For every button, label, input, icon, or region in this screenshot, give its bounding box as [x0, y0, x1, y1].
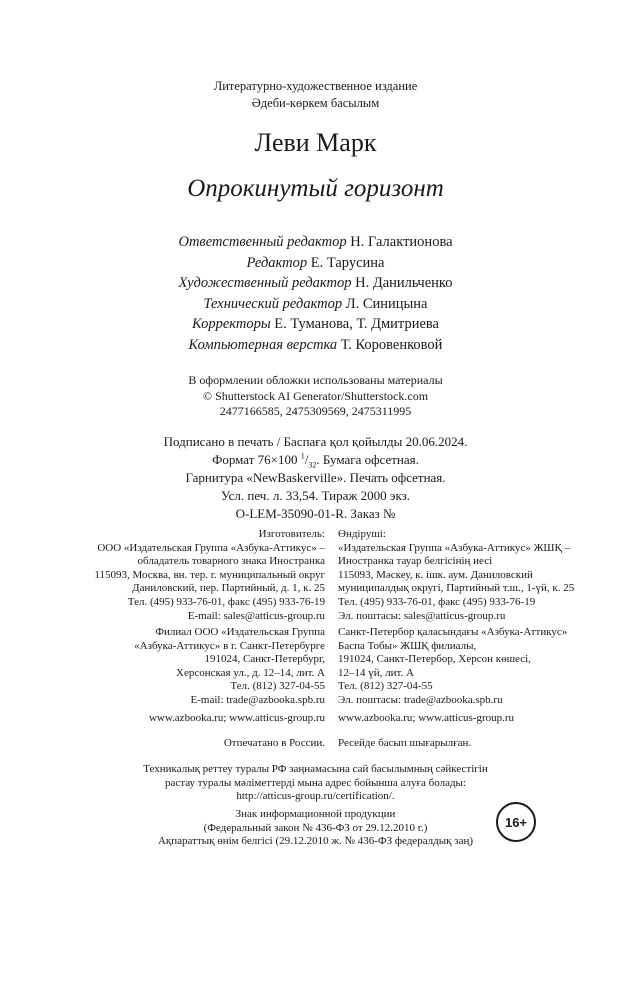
- print-info: [0, 433, 631, 523]
- credit-line: [0, 232, 631, 253]
- credit-line: [0, 253, 631, 274]
- print-sheets: Усл. печ. л. 33,54. Тираж 2000 экз.: [220, 488, 410, 503]
- cover-note-line: 2477166585, 2475309569, 2475311995: [219, 404, 412, 418]
- credit-name: Е. Туманова, Т. Дмитриева: [274, 316, 439, 332]
- genre-ru: Литературно-художественное издание: [213, 79, 418, 93]
- websites-kz[interactable]: www.azbooka.ru; www.atticus-group.ru: [338, 712, 515, 724]
- credit-line: [0, 314, 631, 335]
- book-title: Опрокинутый горизонт: [187, 175, 444, 202]
- print-signed: Подписано в печать / Баспаға қол қойылды 20.06.2024.: [163, 434, 468, 449]
- certification: Техникалық реттеу туралы РФ заңнамасына сай басылымның сәйкестігін растау туралы мәліметтерді мына адрес бойынша алуға болады: http://atticus-group.ru/certification/.: [0, 763, 631, 804]
- print-format: Формат 76×100 $^1/_{32}$. Бумага офсетная.: [212, 451, 419, 470]
- credit-role: Технический редактор: [203, 295, 343, 312]
- print-order: O-LEM-35090-01-R. Заказ №: [235, 506, 396, 521]
- cover-note-line: © Shutterstock AI Generator/Shutterstock.com: [202, 388, 429, 403]
- credit-role: Компьютерная верстка: [188, 336, 338, 353]
- credit-name: Н. Галактионова: [350, 234, 453, 250]
- branch-kz: Санкт-Петербор қаласындағы «Азбука-Аттикус» Баспа Тобы» ЖШҚ филиалы, 191024, Санкт-Петербор, Херсон көшесі, 12–14 үй, лит. А Тел. (812) 327-04-55 Эл. поштасы: trade@azbooka.spb.ru: [338, 626, 568, 706]
- manufacturer-kz: Өндіруші: «Издательская Группа «Азбука-Аттикус» ЖШҚ – Иностранка тауар белгісінің иесі 115093, Мәскеу, к. ішк. аум. Даниловский муниципалдық округі, Партийный т.ш., 1-үй, к. 25 Тел. (495) 933-76-01, факс (495) 933-76-19 Эл. поштасы: sales@atticus-group.ru: [338, 528, 575, 622]
- printed-kz: Ресейде басып шығарылған.: [338, 737, 472, 749]
- credit-name: Н. Данильченко: [355, 275, 453, 291]
- credit-role: Редактор: [246, 254, 308, 271]
- credit-line: [0, 294, 631, 315]
- credit-role: Корректоры: [192, 316, 271, 332]
- certification-link[interactable]: http://atticus-group.ru/certification/.: [236, 790, 395, 803]
- branch-ru: Филиал ООО «Издательская Группа «Азбука-Аттикус» в г. Санкт-Петербурге 191024, Санкт-Петербург, Херсонская ул., д. 12–14, лит. А Тел. (812) 327-04-55 E-mail: trade@azbooka.spb.ru: [134, 626, 325, 706]
- credit-name: Т. Коровенковой: [340, 336, 443, 353]
- credit-name: Л. Синицына: [345, 295, 428, 312]
- age-rating-badge: 16+: [496, 802, 536, 842]
- info-mark: Знак информационной продукции (Федеральный закон № 436-ФЗ от 29.12.2010 г.) Ақпараттық өнім белгісі (29.12.2010 ж. № 436-ФЗ федералдық заң): [157, 808, 474, 848]
- credit-role: Ответственный редактор: [178, 234, 347, 250]
- credit-role: Художественный редактор: [178, 275, 352, 291]
- genre-kz: Әдеби-көркем басылым: [251, 96, 380, 110]
- printed-ru: Отпечатано в России.: [223, 737, 325, 749]
- manufacturer-ru: Изготовитель: ООО «Издательская Группа «Азбука-Аттикус» – обладатель товарного знака Иностранка 115093, Москва, вн. тер. г. муниципальный округ Даниловский, пер. Партийный, д. 1, к. 25 Тел. (495) 933-76-01, факс (495) 933-76-19 E-mail: sales@atticus-group.ru: [94, 528, 325, 622]
- cover-note: [0, 373, 631, 420]
- print-typeface: Гарнитура «NewBaskerville». Печать офсетная.: [185, 470, 446, 485]
- credit-name: Е. Тарусина: [310, 254, 385, 271]
- author: Леви Марк: [254, 128, 377, 157]
- credit-line: [0, 273, 631, 294]
- websites-ru[interactable]: www.azbooka.ru; www.atticus-group.ru: [148, 712, 325, 724]
- cover-note-line: В оформлении обложки использованы материалы: [188, 373, 443, 387]
- credits: [0, 232, 631, 355]
- credit-line: [0, 335, 631, 356]
